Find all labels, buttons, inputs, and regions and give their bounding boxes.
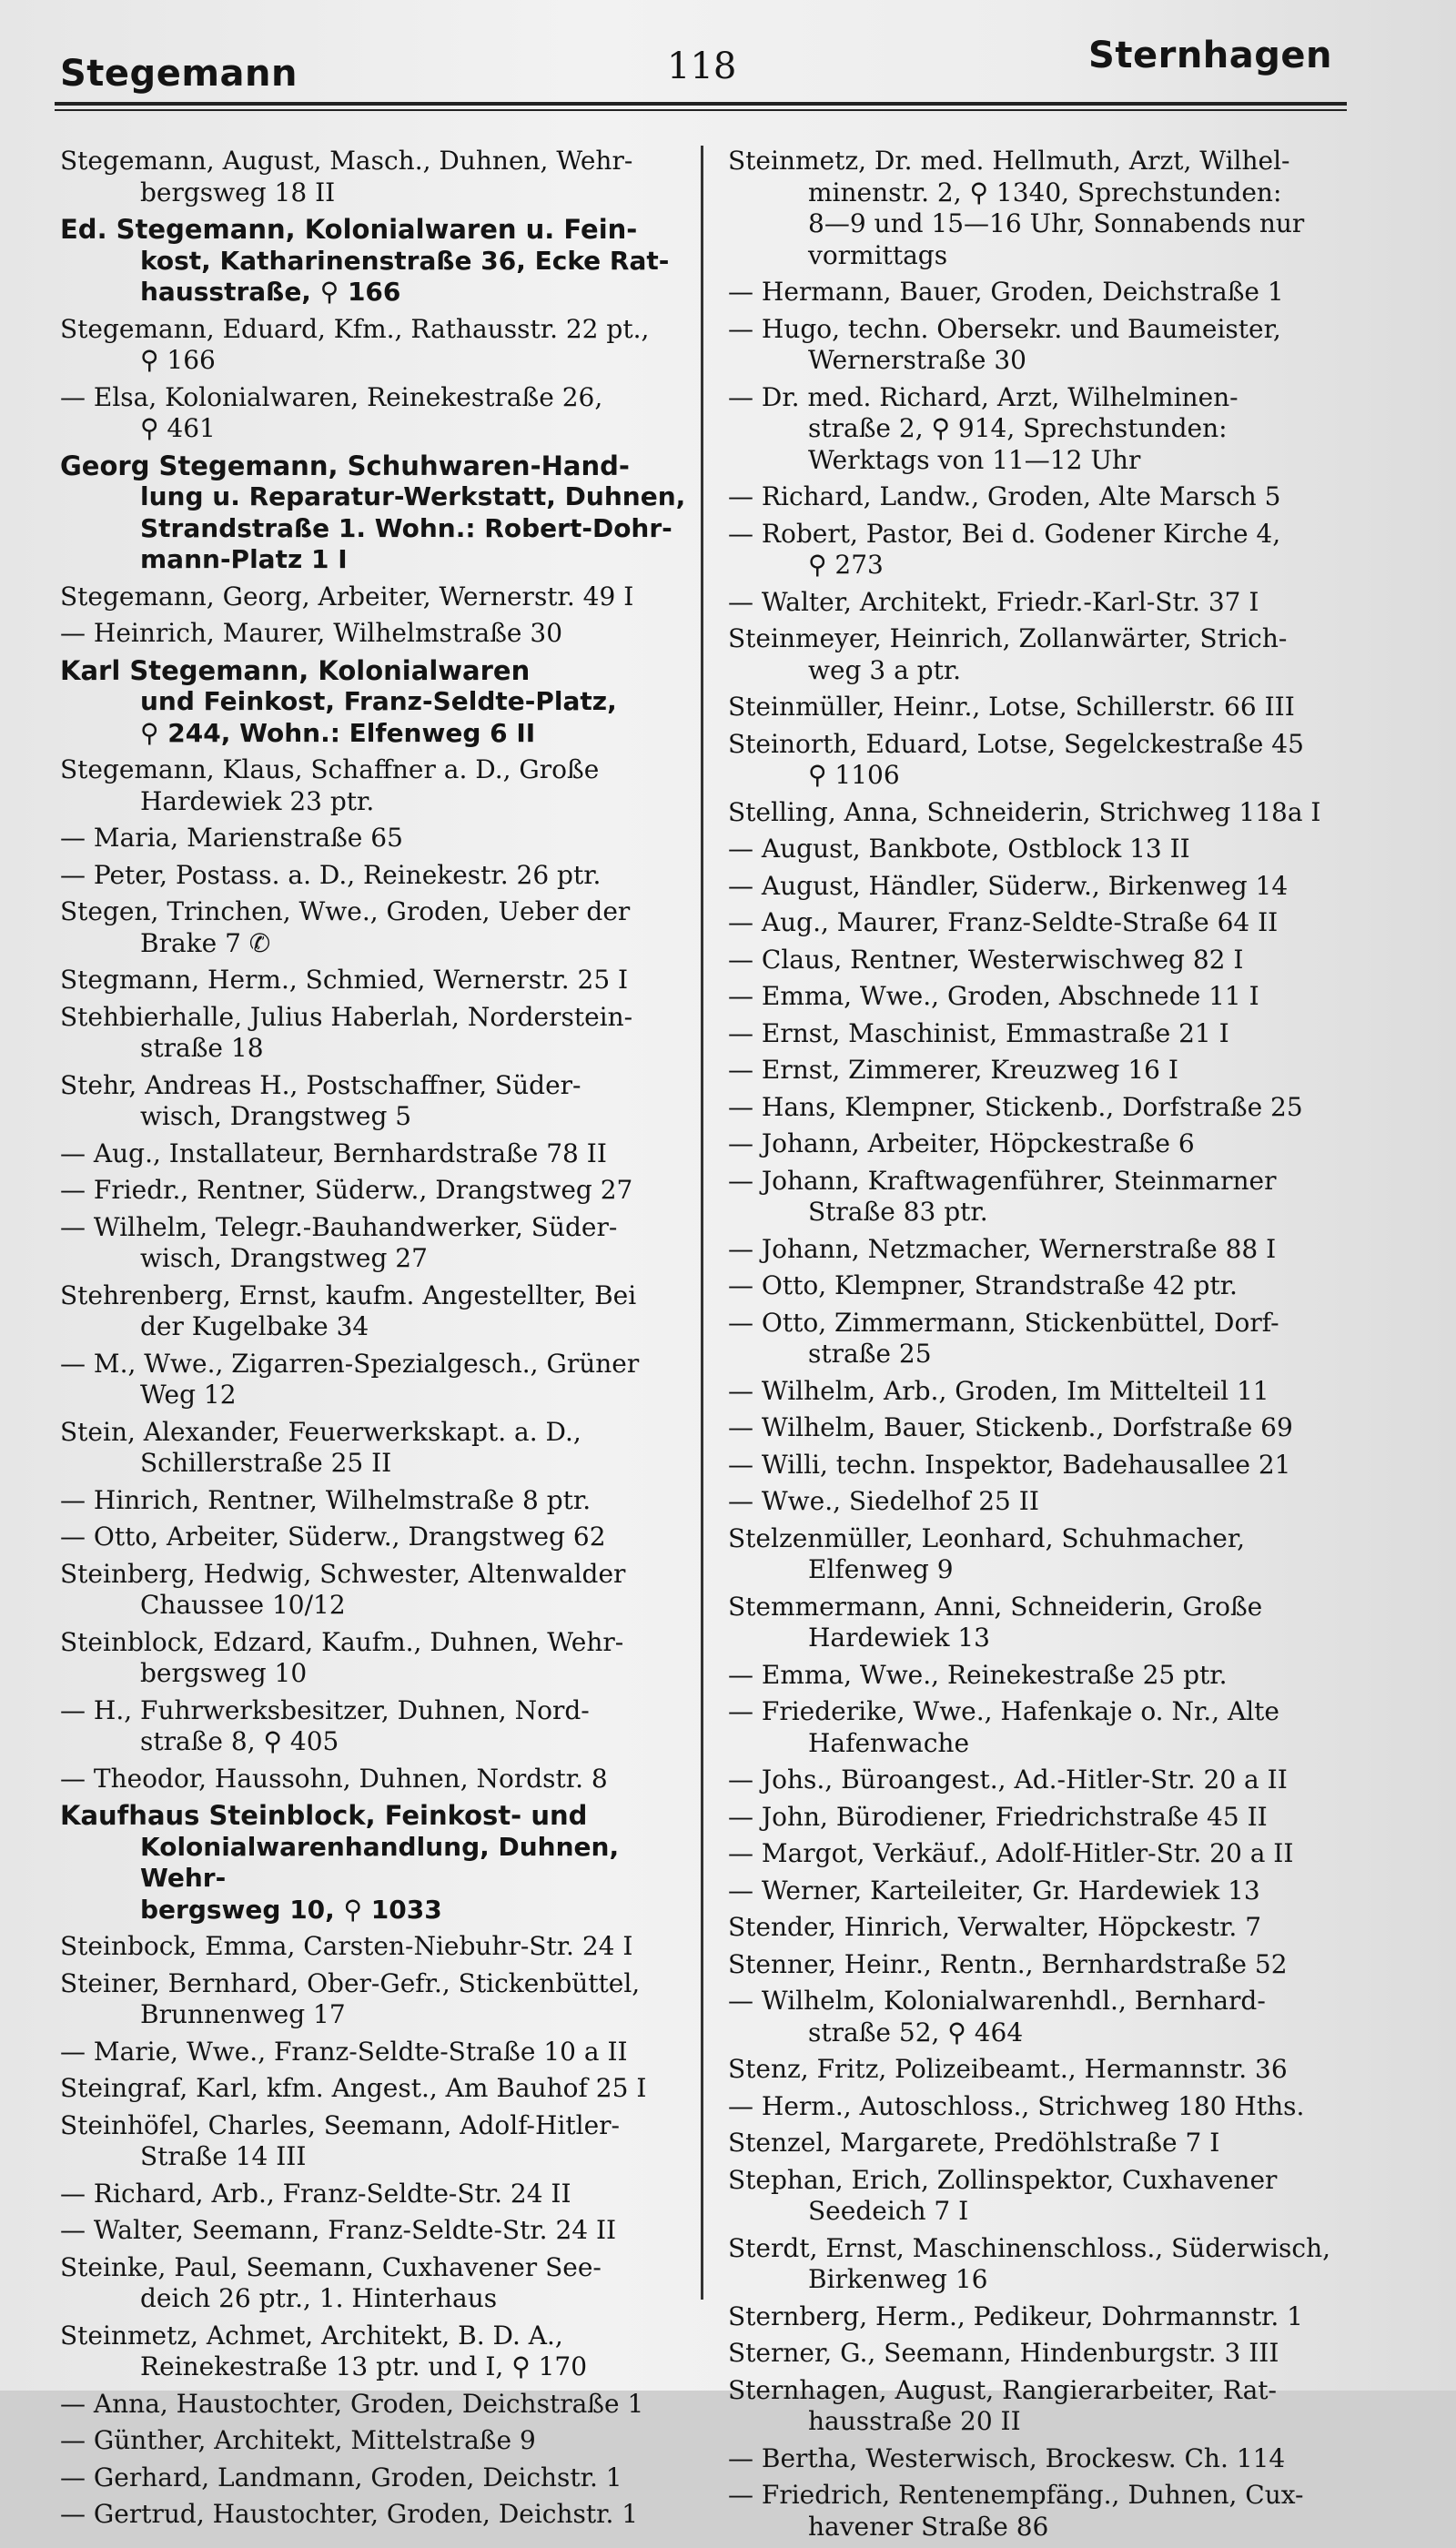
- entry-line: — Friedrich, Rentenempfäng., Duhnen, Cux-: [728, 2480, 1304, 2510]
- entry-line: — M., Wwe., Zigarren-Spezialgesch., Grüner: [60, 1348, 640, 1379]
- entry-continuation: und Feinkost, Franz-Seldte-Platz,: [140, 686, 617, 716]
- header-rule: [55, 102, 1347, 106]
- directory-entry: [60, 214, 693, 308]
- directory-entry: [728, 2233, 1365, 2296]
- directory-entry: [728, 587, 1365, 619]
- entry-line: Stelzenmüller, Leonhard, Schuhmacher,: [728, 1522, 1246, 1553]
- entry-line: — Robert, Pastor, Bei d. Godener Kirche 4,: [728, 518, 1281, 549]
- directory-entry: [60, 581, 693, 613]
- entry-continuation: straße 8, ⚲ 405: [140, 1726, 339, 1756]
- right-column: [728, 146, 1365, 2548]
- directory-entry: [728, 1764, 1365, 1796]
- directory-entry: [60, 1968, 693, 2031]
- entry-line: Steinmeyer, Heinrich, Zollanwärter, Strich-: [728, 623, 1288, 653]
- entry-continuation: Chaussee 10/12: [140, 1590, 346, 1620]
- entry-line: — H., Fuhrwerksbesitzer, Duhnen, Nord-: [60, 1694, 590, 1725]
- entry-continuation: Hafenwache: [808, 1727, 970, 1758]
- entry-continuation: straße 18: [140, 1033, 264, 1063]
- directory-entry: [728, 623, 1365, 686]
- entry-line: — Johann, Netzmacher, Wernerstraße 88 I: [728, 1233, 1277, 1264]
- entry-line: — Richard, Arb., Franz-Seldte-Str. 24 II: [60, 2178, 571, 2209]
- entry-line: — Heinrich, Maurer, Wilhelmstraße 30: [60, 618, 563, 648]
- entry-line: Steinblock, Edzard, Kaufm., Duhnen, Wehr-: [60, 1626, 624, 1657]
- entry-line: Kaufhaus Steinblock, Feinkost- und: [60, 1800, 588, 1831]
- entry-continuation: Reinekestraße 13 ptr. und I, ⚲ 170: [140, 2351, 588, 2381]
- entry-continuation: minenstr. 2, ⚲ 1340, Sprechstunden:: [808, 177, 1282, 207]
- entry-line: — Johann, Arbeiter, Höpckestraße 6: [728, 1128, 1195, 1158]
- directory-entry: [728, 2443, 1365, 2475]
- directory-entry: [60, 823, 693, 854]
- entry-line: Steinbock, Emma, Carsten-Niebuhr-Str. 24 I: [60, 1931, 633, 1961]
- running-head-left: Stegemann: [60, 53, 298, 95]
- entry-line: Stegemann, August, Masch., Duhnen, Wehr-: [60, 146, 633, 176]
- entry-continuation: mann-Platz 1 I: [140, 544, 348, 574]
- header-rule-thin: [55, 109, 1347, 111]
- page-number: 118: [667, 46, 737, 87]
- column-divider: [701, 146, 703, 2300]
- directory-entry: [728, 2338, 1365, 2370]
- entry-continuation: Seedeich 7 I: [808, 2196, 969, 2226]
- entry-line: Steinorth, Eduard, Lotse, Segelckestraße 45: [728, 728, 1304, 759]
- entry-line: — Ernst, Zimmerer, Kreuzweg 16 I: [728, 1055, 1178, 1085]
- directory-entry: [728, 1450, 1365, 1481]
- entry-line: Stehr, Andreas H., Postschaffner, Süder-: [60, 1069, 581, 1100]
- directory-entry: [60, 860, 693, 892]
- entry-continuation: wisch, Drangstweg 27: [140, 1243, 428, 1273]
- entry-line: — Marie, Wwe., Franz-Seldte-Straße 10 a II: [60, 2036, 628, 2067]
- directory-entry: [60, 146, 693, 208]
- entry-line: — Johann, Kraftwagenführer, Steinmarner: [728, 1165, 1277, 1196]
- directory-entry: [728, 1055, 1365, 1087]
- entry-line: — Günther, Architekt, Mittelstraße 9: [60, 2425, 536, 2455]
- directory-entry: [60, 1138, 693, 1170]
- entry-line: Stephan, Erich, Zollinspektor, Cuxhavener: [728, 2164, 1278, 2195]
- directory-entry: [728, 1592, 1365, 1654]
- entry-line: Ed. Stegemann, Kolonialwaren u. Fein-: [60, 214, 638, 245]
- directory-entry: [728, 1696, 1365, 1759]
- entry-continuation: Brake 7 ✆: [140, 927, 271, 958]
- entry-continuation: Hardewiek 13: [808, 1623, 990, 1653]
- entry-line: — Hans, Klempner, Stickenb., Dorfstraße 25: [728, 1091, 1303, 1122]
- entry-continuation: ⚲ 273: [808, 550, 884, 580]
- entry-line: — Walter, Seemann, Franz-Seldte-Str. 24 II: [60, 2215, 617, 2245]
- entry-line: — Emma, Wwe., Reinekestraße 25 ptr.: [728, 1659, 1228, 1690]
- entry-continuation: Strandstraße 1. Wohn.: Robert-Dohr-: [140, 512, 672, 543]
- directory-entry: [728, 1912, 1365, 1944]
- entry-line: — Werner, Karteileiter, Gr. Hardewiek 13: [728, 1875, 1260, 1906]
- entry-line: Steingraf, Karl, kfm. Angest., Am Bauhof 25 I: [60, 2073, 647, 2103]
- entry-line: — Peter, Postass. a. D., Reinekestr. 26 ptr.: [60, 859, 602, 890]
- directory-entry: [60, 2215, 693, 2247]
- directory-entry: [60, 1485, 693, 1517]
- entry-continuation: straße 25: [808, 1339, 932, 1369]
- directory-entry: [60, 618, 693, 650]
- directory-entry: [60, 1070, 693, 1133]
- entry-line: — Hermann, Bauer, Groden, Deichstraße 1: [728, 277, 1284, 307]
- entry-line: — Wilhelm, Telegr.-Bauhandwerker, Süder-: [60, 1211, 618, 1242]
- entry-line: Sterner, G., Seemann, Hindenburgstr. 3 III: [728, 2338, 1279, 2368]
- directory-entry: [728, 1018, 1365, 1050]
- entry-line: — Bertha, Westerwisch, Brockesw. Ch. 114: [728, 2442, 1286, 2473]
- entry-line: Steiner, Bernhard, Ober-Gefr., Stickenbüttel,: [60, 1967, 641, 1998]
- directory-entry: [728, 146, 1365, 271]
- directory-entry: [60, 314, 693, 377]
- entry-continuation: kost, Katharinenstraße 36, Ecke Rat-: [140, 245, 670, 276]
- entry-continuation: Birkenweg 16: [808, 2264, 988, 2294]
- directory-entry: [60, 2425, 693, 2457]
- entry-line: Steinke, Paul, Seemann, Cuxhavener See-: [60, 2251, 602, 2282]
- entry-line: — Dr. med. Richard, Arzt, Wilhelminen-: [728, 381, 1239, 412]
- directory-entry: [60, 1627, 693, 1690]
- entry-line: Karl Stegemann, Kolonialwaren: [60, 654, 531, 686]
- entry-line: Steinhöfel, Charles, Seemann, Adolf-Hitler-: [60, 2109, 621, 2140]
- entry-continuation: ⚲ 166: [140, 345, 216, 375]
- entry-line: — Willi, techn. Inspektor, Badehausallee 21: [728, 1449, 1291, 1480]
- directory-entry: [728, 1234, 1365, 1266]
- entry-line: — Margot, Verkäuf., Adolf-Hitler-Str. 20 a II: [728, 1838, 1294, 1868]
- entry-line: Steinberg, Hedwig, Schwester, Altenwalder: [60, 1558, 626, 1589]
- entry-line: Stehbierhalle, Julius Haberlah, Norderstein-: [60, 1001, 633, 1032]
- directory-entry: [728, 1986, 1365, 2048]
- directory-entry: [728, 981, 1365, 1013]
- entry-line: — August, Bankbote, Ostblock 13 II: [728, 834, 1190, 864]
- entry-line: Sterdt, Ernst, Maschinenschloss., Süderwisch,: [728, 2232, 1331, 2263]
- left-column: [60, 146, 693, 2536]
- entry-line: — Wilhelm, Bauer, Stickenb., Dorfstraße 69: [728, 1412, 1293, 1442]
- directory-entry: [728, 1270, 1365, 1302]
- entry-continuation: Wernerstraße 30: [808, 345, 1026, 375]
- entry-line: Sternberg, Herm., Pedikeur, Dohrmannstr. 1: [728, 2300, 1303, 2331]
- directory-entry: [728, 1092, 1365, 1124]
- entry-line: Stehrenberg, Ernst, kaufm. Angestellter, Bei: [60, 1279, 637, 1310]
- entry-line: Sternhagen, August, Rangierarbeiter, Rat-: [728, 2374, 1277, 2405]
- directory-entry: [728, 1949, 1365, 1981]
- directory-entry: [60, 2179, 693, 2210]
- directory-entry: [60, 1764, 693, 1795]
- entry-line: — Richard, Landw., Groden, Alte Marsch 5: [728, 481, 1281, 511]
- entry-continuation: weg 3 a ptr.: [808, 654, 962, 685]
- directory-entry: [728, 1376, 1365, 1408]
- entry-line: Stelling, Anna, Schneiderin, Strichweg 118a I: [728, 796, 1321, 827]
- directory-entry: [60, 2073, 693, 2105]
- entry-line: — Otto, Arbeiter, Süderw., Drangstweg 62: [60, 1522, 606, 1552]
- entry-line: — Johs., Büroangest., Ad.-Hitler-Str. 20 a II: [728, 1764, 1288, 1795]
- entry-continuation: der Kugelbake 34: [140, 1311, 369, 1341]
- entry-continuation: hausstraße 20 II: [808, 2406, 1021, 2436]
- entry-line: — Claus, Rentner, Westerwischweg 82 I: [728, 944, 1244, 975]
- entry-line: Stenzel, Margarete, Predöhlstraße 7 I: [728, 2128, 1220, 2158]
- entry-line: Stemmermann, Anni, Schneiderin, Große: [728, 1591, 1263, 1622]
- entry-continuation: wisch, Drangstweg 5: [140, 1101, 412, 1131]
- directory-entry: [60, 2320, 693, 2383]
- entry-line: — John, Bürodiener, Friedrichstraße 45 II: [728, 1801, 1268, 1832]
- directory-entry: [728, 871, 1365, 903]
- running-head-right: Sternhagen: [1088, 35, 1332, 76]
- entry-continuation: vormittags: [808, 239, 948, 270]
- entry-line: — Hinrich, Rentner, Wilhelmstraße 8 ptr.: [60, 1484, 592, 1515]
- directory-entry: [60, 1002, 693, 1065]
- directory-entry: [728, 277, 1365, 308]
- directory-entry: [728, 2480, 1365, 2543]
- directory-entry: [728, 2375, 1365, 2438]
- entry-continuation: Elfenweg 9: [808, 1554, 954, 1584]
- directory-entry: [60, 2037, 693, 2068]
- entry-continuation: Schillerstraße 25 II: [140, 1448, 392, 1478]
- directory-entry: [60, 965, 693, 996]
- entry-continuation: straße 52, ⚲ 464: [808, 2017, 1024, 2048]
- entry-continuation: Hardewiek 23 ptr.: [140, 785, 375, 816]
- directory-entry: [728, 2165, 1365, 2228]
- entry-line: Stegemann, Klaus, Schaffner a. D., Große: [60, 754, 600, 784]
- directory-entry: [60, 2499, 693, 2531]
- entry-continuation: Straße 83 ptr.: [808, 1197, 988, 1227]
- entry-line: — Elsa, Kolonialwaren, Reinekestraße 26,: [60, 381, 603, 412]
- entry-line: Stegemann, Georg, Arbeiter, Wernerstr. 49 I: [60, 581, 634, 612]
- directory-entry: [728, 1166, 1365, 1228]
- directory-entry: [728, 1838, 1365, 1870]
- entry-line: — August, Händler, Süderw., Birkenweg 14: [728, 870, 1289, 901]
- entry-line: — Otto, Zimmermann, Stickenbüttel, Dorf-: [728, 1307, 1279, 1338]
- directory-entry: [728, 729, 1365, 792]
- entry-continuation: bergsweg 10, ⚲ 1033: [140, 1894, 442, 1925]
- directory-entry: [728, 314, 1365, 377]
- directory-entry: [728, 1128, 1365, 1160]
- directory-entry: [60, 655, 693, 750]
- entry-line: Stenz, Fritz, Polizeibeamt., Hermannstr. 36: [728, 2054, 1288, 2084]
- entry-line: — Emma, Wwe., Groden, Abschnede 11 I: [728, 981, 1259, 1011]
- directory-entry: [60, 382, 693, 445]
- entry-line: — Walter, Architekt, Friedr.-Karl-Str. 37 I: [728, 586, 1259, 617]
- directory-entry: [728, 945, 1365, 976]
- directory-entry: [60, 754, 693, 817]
- directory-entry: [728, 1412, 1365, 1444]
- entry-line: — Anna, Haustochter, Groden, Deichstraße 1: [60, 2388, 644, 2419]
- entry-line: — Wwe., Siedelhof 25 II: [728, 1486, 1039, 1516]
- entry-continuation: Brunnenweg 17: [140, 1999, 346, 2029]
- entry-line: — Maria, Marienstraße 65: [60, 823, 403, 853]
- directory-entry: [728, 692, 1365, 723]
- directory-entry: [728, 1660, 1365, 1692]
- directory-entry: [728, 1308, 1365, 1370]
- entry-line: — Wilhelm, Arb., Groden, Im Mittelteil 11: [728, 1375, 1269, 1406]
- entry-continuation: Werktags von 11—12 Uhr: [808, 444, 1141, 475]
- directory-entry: [728, 481, 1365, 513]
- entry-line: — Otto, Klempner, Strandstraße 42 ptr.: [728, 1270, 1238, 1300]
- entry-continuation: Weg 12: [140, 1380, 237, 1410]
- directory-entry: [728, 797, 1365, 829]
- directory-entry: [60, 1695, 693, 1758]
- entry-continuation: ⚲ 244, Wohn.: Elfenweg 6 II: [140, 717, 536, 748]
- entry-continuation: 8—9 und 15—16 Uhr, Sonnabends nur: [808, 208, 1305, 238]
- entry-continuation: Straße 14 III: [140, 2141, 307, 2171]
- directory-entry: [60, 1800, 693, 1926]
- entry-continuation: havener Straße 86: [808, 2511, 1049, 2542]
- directory-entry: [60, 1522, 693, 1553]
- entry-line: Steinmetz, Achmet, Architekt, B. D. A.,: [60, 2320, 563, 2351]
- entry-line: — Aug., Maurer, Franz-Seldte-Straße 64 II: [728, 907, 1279, 937]
- directory-entry: [60, 1175, 693, 1207]
- entry-line: — Hugo, techn. Obersekr. und Baumeister,: [728, 313, 1281, 344]
- directory-entry: [728, 834, 1365, 865]
- entry-line: — Aug., Installateur, Bernhardstraße 78 II: [60, 1138, 607, 1168]
- entry-line: — Gerhard, Landmann, Groden, Deichstr. 1: [60, 2462, 622, 2492]
- entry-continuation: bergsweg 10: [140, 1658, 308, 1688]
- entry-continuation: straße 2, ⚲ 914, Sprechstunden:: [808, 413, 1228, 443]
- entry-line: Steinmetz, Dr. med. Hellmuth, Arzt, Wilhel-: [728, 146, 1290, 176]
- directory-entry: [60, 1349, 693, 1411]
- entry-line: Stegemann, Eduard, Kfm., Rathausstr. 22 pt.,: [60, 313, 650, 344]
- entry-line: Stein, Alexander, Feuerwerkskapt. a. D.,: [60, 1416, 581, 1447]
- entry-line: Stegen, Trinchen, Wwe., Groden, Ueber der: [60, 896, 631, 926]
- directory-entry: [60, 1417, 693, 1480]
- entry-continuation: ⚲ 1106: [808, 760, 900, 790]
- entry-line: Stegmann, Herm., Schmied, Wernerstr. 25 I: [60, 965, 629, 995]
- directory-entry: [728, 2091, 1365, 2123]
- entry-line: — Ernst, Maschinist, Emmastraße 21 I: [728, 1017, 1229, 1048]
- entry-line: Stender, Hinrich, Verwalter, Höpckestr. 7: [728, 1912, 1262, 1942]
- entry-line: Stenner, Heinr., Rentn., Bernhardstraße 52: [728, 1948, 1288, 1979]
- directory-entry: [60, 1931, 693, 1963]
- directory-entry: [728, 382, 1365, 477]
- entry-continuation: bergsweg 18 II: [140, 177, 336, 207]
- directory-entry: [728, 1486, 1365, 1518]
- directory-entry: [728, 2128, 1365, 2159]
- directory-entry: [60, 1280, 693, 1343]
- entry-line: — Friederike, Wwe., Hafenkaje o. Nr., Alte: [728, 1696, 1279, 1726]
- directory-entry: [60, 1212, 693, 1275]
- directory-entry: [60, 2110, 693, 2173]
- directory-entry: [728, 1523, 1365, 1586]
- directory-entry: [728, 1876, 1365, 1907]
- directory-entry: [728, 519, 1365, 581]
- entry-line: — Wilhelm, Kolonialwarenhdl., Bernhard-: [728, 1986, 1266, 2016]
- entry-continuation: Kolonialwarenhandlung, Duhnen, Wehr-: [140, 1831, 620, 1893]
- directory-entry: [60, 1559, 693, 1622]
- entry-line: — Herm., Autoschloss., Strichweg 180 Hths.: [728, 2090, 1305, 2121]
- entry-continuation: deich 26 ptr., 1. Hinterhaus: [140, 2283, 498, 2313]
- entry-line: Georg Stegemann, Schuhwaren-Hand-: [60, 450, 630, 481]
- directory-entry: [60, 450, 693, 576]
- directory-entry: [60, 2462, 693, 2494]
- entry-line: — Theodor, Haussohn, Duhnen, Nordstr. 8: [60, 1763, 608, 1794]
- directory-entry: [728, 2054, 1365, 2086]
- entry-continuation: hausstraße, ⚲ 166: [140, 277, 401, 307]
- entry-line: Steinmüller, Heinr., Lotse, Schillerstr. 66 III: [728, 692, 1295, 722]
- directory-entry: [728, 1802, 1365, 1834]
- directory-entry: [60, 2389, 693, 2421]
- directory-entry: [60, 896, 693, 959]
- entry-line: — Gertrud, Haustochter, Groden, Deichstr. 1: [60, 2499, 639, 2529]
- directory-entry: [60, 2252, 693, 2315]
- entry-continuation: ⚲ 461: [140, 413, 216, 443]
- entry-line: — Friedr., Rentner, Süderw., Drangstweg 27: [60, 1175, 633, 1205]
- directory-entry: [728, 907, 1365, 939]
- entry-continuation: lung u. Reparatur-Werkstatt, Duhnen,: [140, 481, 686, 511]
- directory-entry: [728, 2301, 1365, 2333]
